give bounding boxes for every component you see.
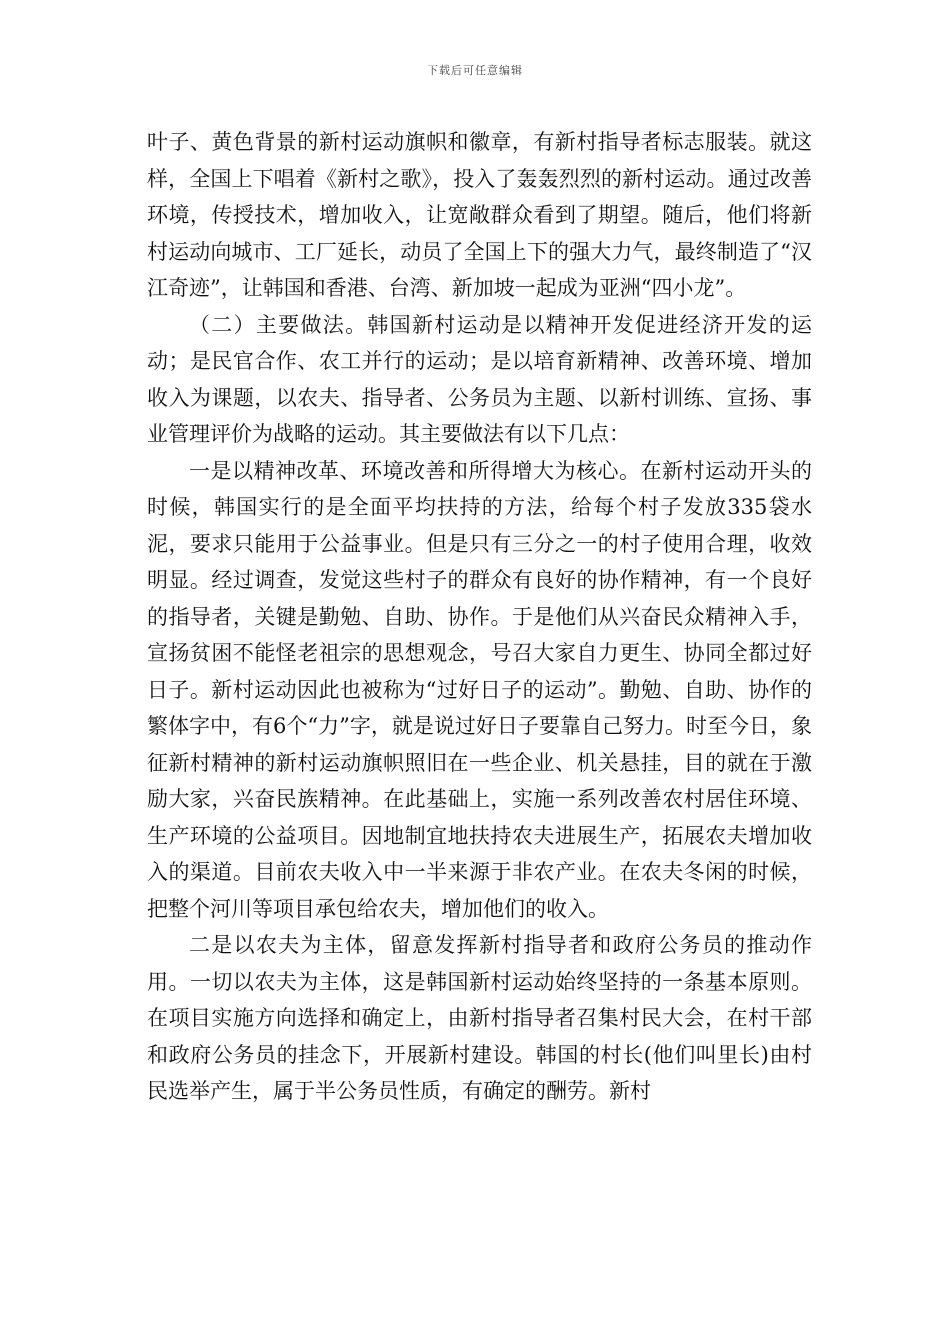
paragraph-main-methods: （二）主要做法。韩国新村运动是以精神开发促进经济开发的运动；是民官合作、农工并行的运动；是以培育新精神、改善环境、增加收入为课题，以农夫、指导者、公务员为主题、以新村训练、宣扬、事业管理评价为战略的运动。其主要做法有以下几点：	[147, 312, 812, 446]
page-header-note: 下载后可任意编辑	[427, 64, 523, 77]
paragraph-continued: 叶子、黄色背景的新村运动旗帜和徽章，有新村指导者标志服装。就这样，全国上下唱着《新村之歌》，投入了轰轰烈烈的新村运动。通过改善环境，传授技术，增加收入，让宽敞群众看到了期望。随后，他们将新村运动向城市、工厂延长，动员了全国上下的强大力气，最终制造了“汉江奇迹”，让韩国和香港、台湾、新加坡一起成为亚洲“四小龙”。	[147, 130, 812, 300]
paragraph-point-two: 二是以农夫为主体，留意发挥新村指导者和政府公务员的推动作用。一切以农夫为主体，这是韩国新村运动始终坚持的一条基本原则。在项目实施方向选择和确定上，由新村指导者召集村民大会，在村干部和政府公务员的挂念下，开展新村建设。韩国的村长(他们叫里长)由村民选举产生，属于半公务员性质，有确定的酬劳。新村	[147, 933, 812, 1103]
paragraph-point-one: 一是以精神改革、环境改善和所得增大为核心。在新村运动开头的时候，韩国实行的是全面平均扶持的方法，给每个村子发放335袋水泥，要求只能用于公益事业。但是只有三分之一的村子使用合理，收效明显。经过调查，发觉这些村子的群众有良好的协作精神，有一个良好的指导者，关键是勤勉、自助、协作。于是他们从兴奋民众精神入手，宣扬贫困不能怪老祖宗的思想观念，号召大家自力更生、协同全都过好日子。新村运动因此也被称为“过好日子的运动”。勤勉、自助、协作的繁体字中，有6个“力”字，就是说过好日子要靠自己努力。时至今日，象征新村精神的新村运动旗帜照旧在一些企业、机关悬挂，目的就在于激励大家，兴奋民族精神。在此基础上，实施一系列改善农村居住环境、生产环境的公益项目。因地制宜地扶持农夫进展生产，拓展农夫增加收入的渠道。目前农夫收入中一半来源于非农产业。在农夫冬闲的时候，把整个河川等项目承包给农夫，增加他们的收入。	[147, 458, 812, 921]
document-body	[147, 124, 812, 1110]
